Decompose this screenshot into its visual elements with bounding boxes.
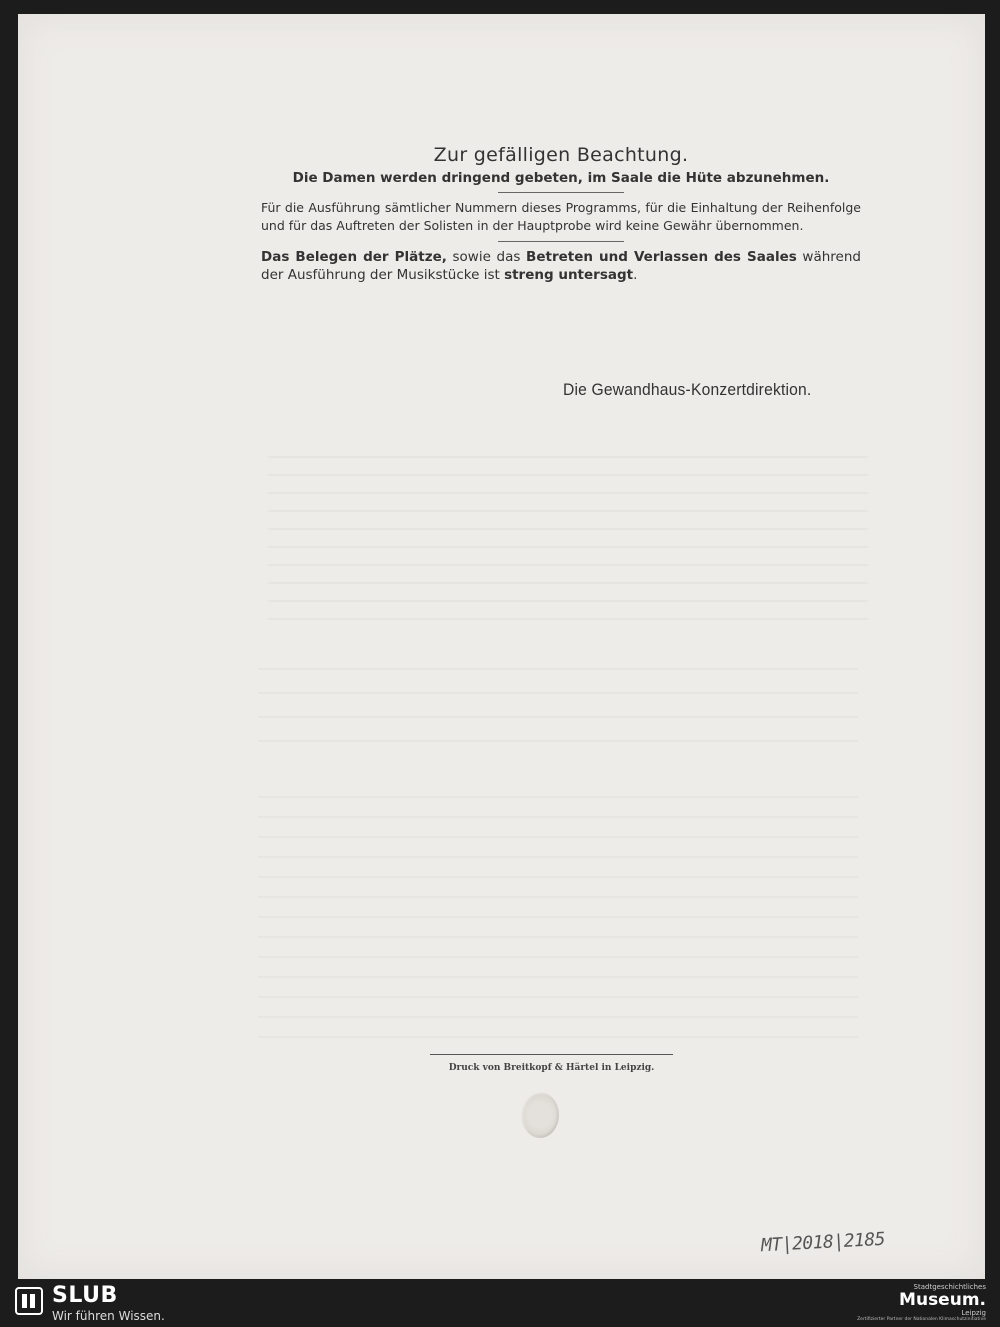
museum-name: Museum. [899, 1290, 986, 1310]
show-through-decoration [258, 654, 858, 764]
slub-logo-icon [14, 1286, 44, 1316]
seating-paragraph [261, 248, 861, 284]
seating-text-bold: Betreten und Verlassen des Saales [526, 249, 797, 265]
embossed-seal-icon [521, 1092, 559, 1138]
museum-logo [846, 1283, 986, 1322]
document-page [18, 14, 985, 1279]
printer-rule [430, 1054, 673, 1055]
museum-city: Leipzig [961, 1309, 986, 1317]
seating-text: . [633, 267, 638, 283]
show-through-decoration [258, 784, 858, 1044]
museum-certification: Zertifizierter Partner der Nationalen Klimaschutzinitiative [857, 1317, 986, 1322]
divider [498, 192, 624, 193]
seating-text: sowie das [446, 249, 527, 265]
seating-text: während der Ausführung der Musikstücke ist [261, 249, 861, 283]
divider [498, 241, 624, 242]
slub-tagline: Wir führen Wissen. [52, 1309, 165, 1323]
disclaimer-paragraph: Für die Ausführung sämtlicher Nummern dieses Programms, für die Einhaltung der Reihenfolge und für das Auftreten der Solisten in der Hauptprobe wird keine Gewähr übernommen. [261, 200, 861, 233]
notice-block [261, 144, 861, 284]
museum-line1: Stadtgeschichtliches [913, 1283, 986, 1291]
show-through-decoration [268, 444, 868, 624]
inventory-number: MT|2018|2185 [760, 1228, 886, 1257]
seating-text-bold: Das Belegen der Plätze, [261, 249, 447, 265]
seating-text-bold: streng untersagt [504, 267, 634, 283]
slub-name: SLUB [52, 1283, 118, 1308]
printer-imprint: Druck von Breitkopf & Härtel in Leipzig. [448, 1063, 655, 1073]
hats-request: Die Damen werden dringend gebeten, im Saale die Hüte abzunehmen. [292, 170, 830, 186]
signature: Die Gewandhaus-Konzertdirektion. [563, 380, 812, 399]
notice-heading: Zur gefälligen Beachtung. [433, 144, 689, 166]
